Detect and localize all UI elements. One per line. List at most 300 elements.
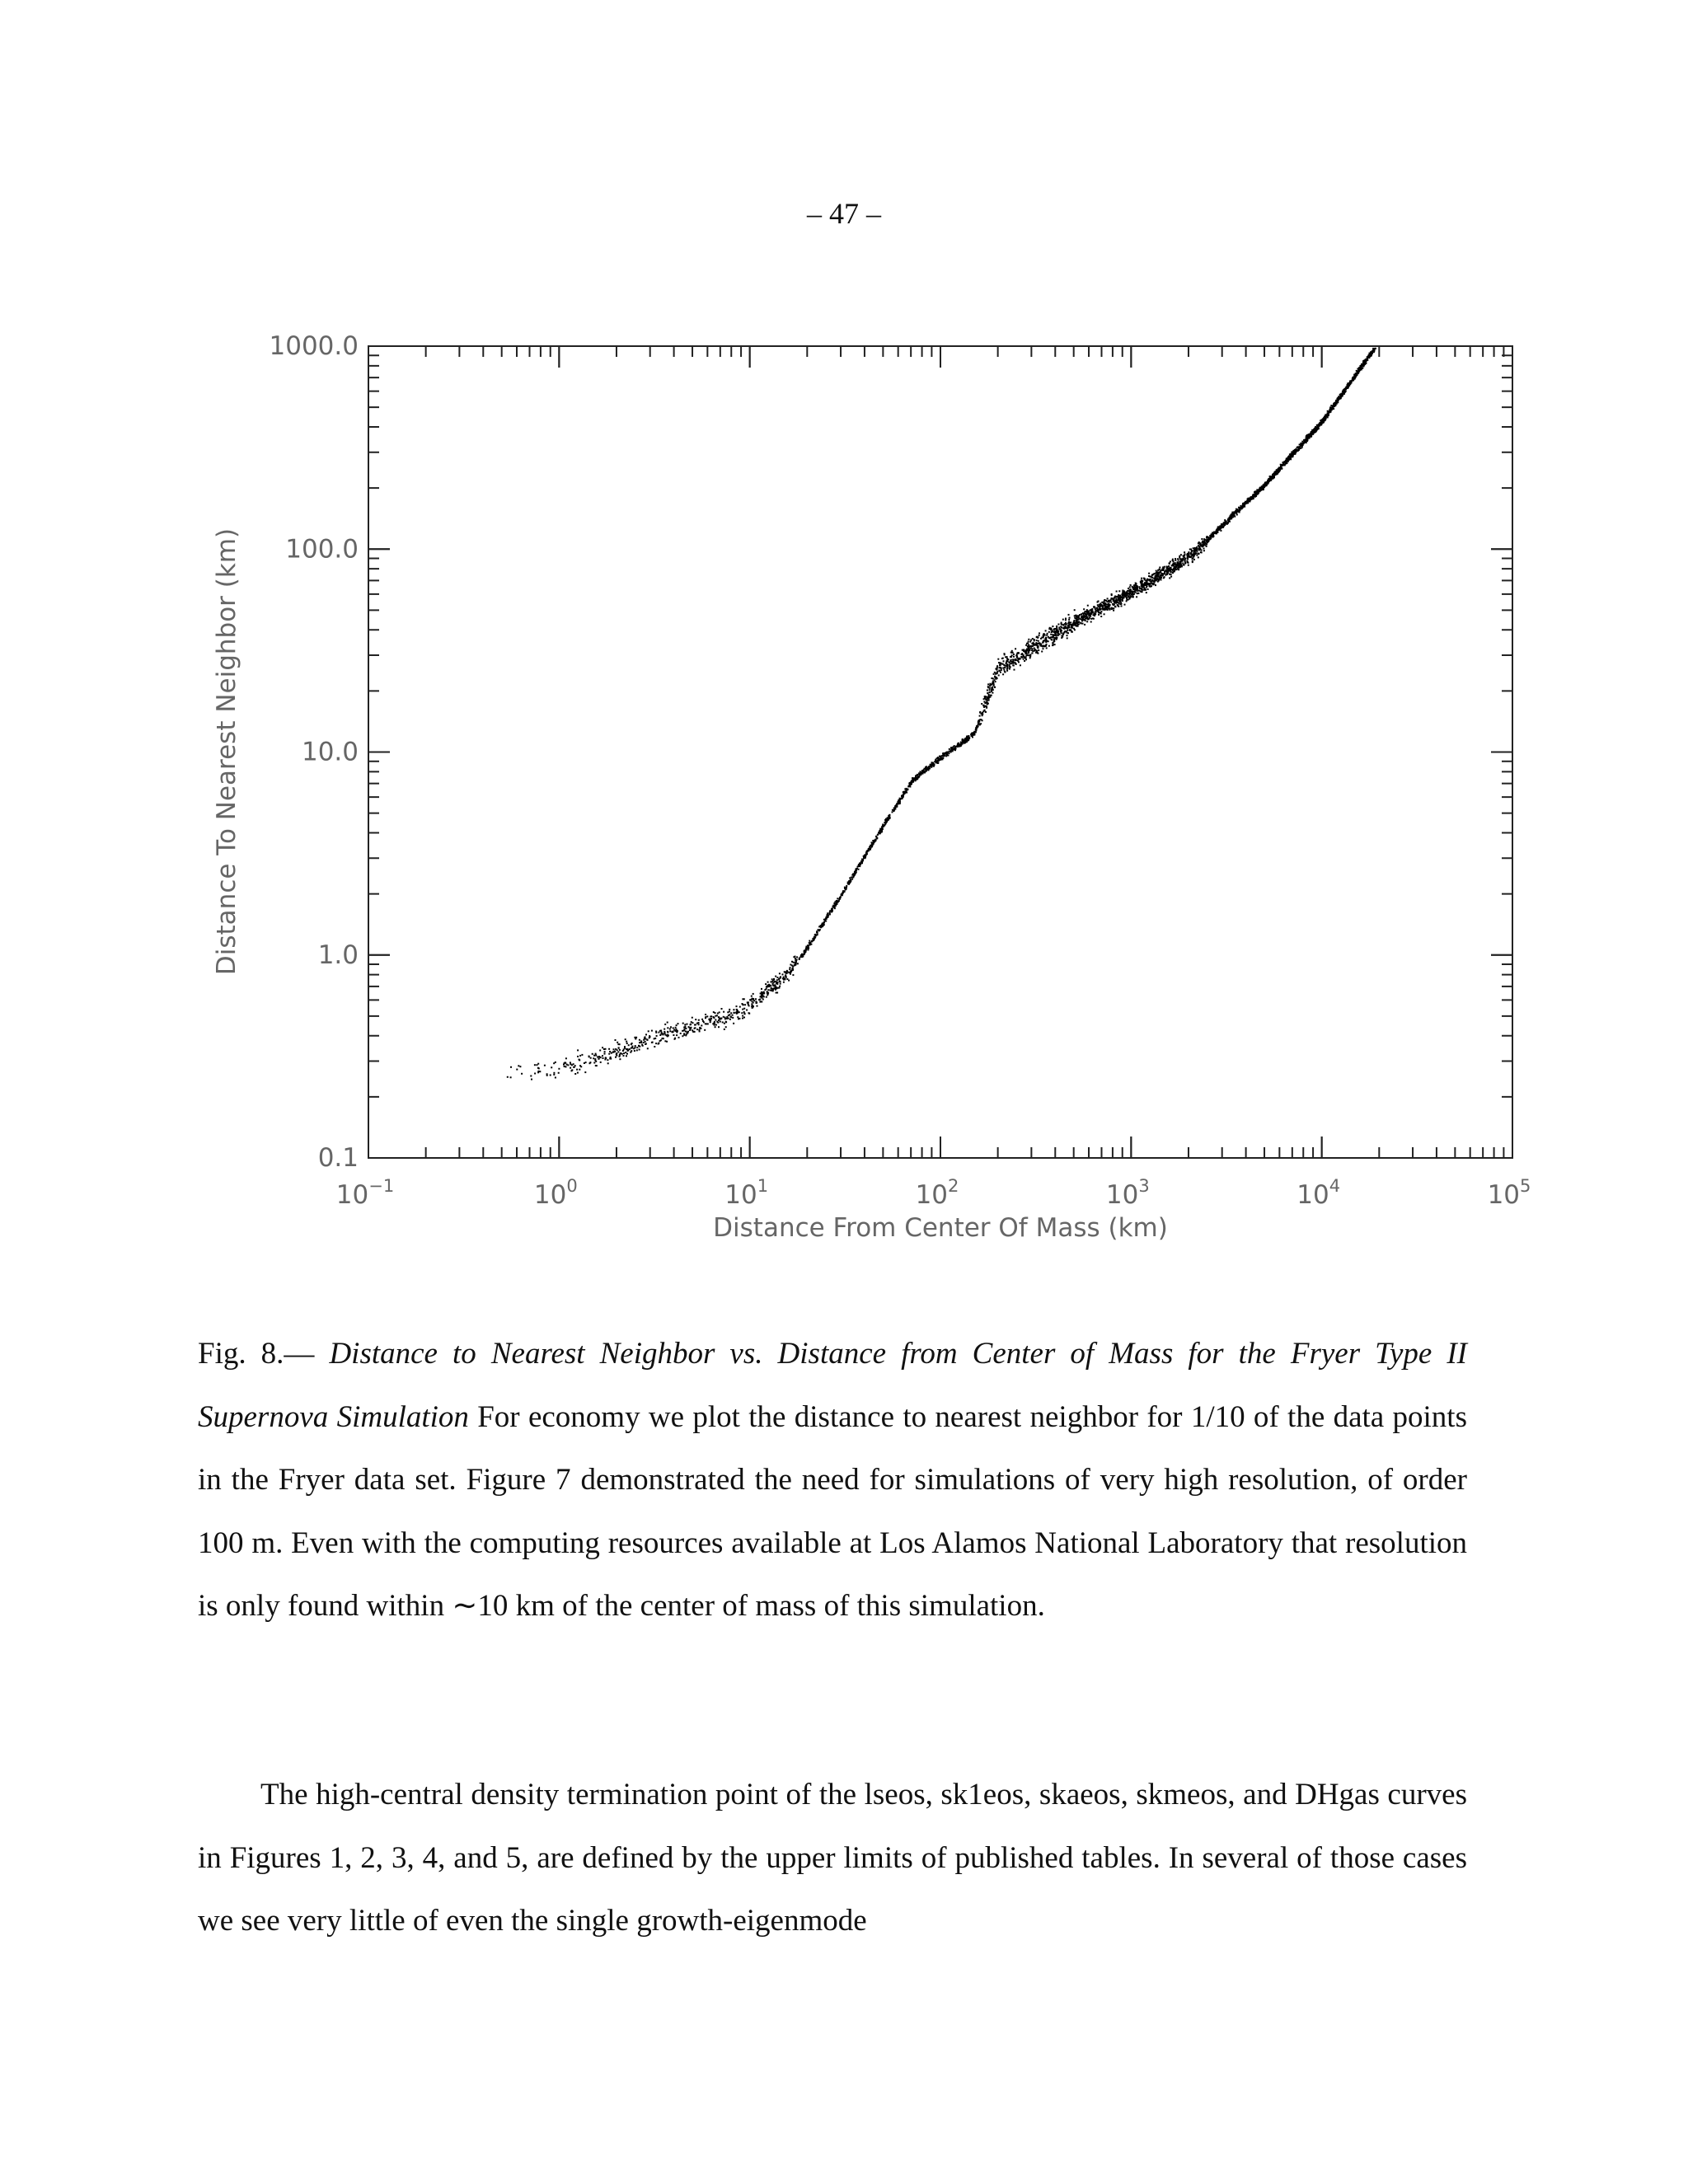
data-point	[1117, 596, 1118, 598]
data-point	[736, 1011, 738, 1013]
data-point	[1020, 664, 1021, 666]
data-point	[744, 1004, 746, 1005]
data-point	[1090, 621, 1092, 623]
data-point	[1000, 668, 1001, 669]
data-point	[824, 919, 826, 921]
data-point	[767, 994, 768, 996]
data-point	[1316, 426, 1318, 428]
data-point	[1118, 600, 1120, 602]
data-point	[930, 765, 931, 766]
data-point	[534, 1064, 536, 1066]
data-point	[710, 1016, 711, 1018]
data-point	[1194, 551, 1196, 552]
data-point	[1155, 584, 1156, 586]
data-point	[958, 744, 959, 746]
data-point	[635, 1045, 636, 1047]
data-point	[658, 1032, 659, 1033]
data-point	[1282, 464, 1284, 466]
data-point	[1059, 634, 1061, 635]
data-point	[1100, 605, 1102, 607]
data-point	[1192, 558, 1193, 560]
data-point	[1190, 556, 1192, 558]
data-point	[709, 1018, 710, 1019]
data-point	[1270, 476, 1272, 477]
data-point	[1184, 562, 1186, 564]
data-point	[960, 744, 962, 746]
data-point	[558, 1072, 560, 1074]
data-point	[1225, 523, 1226, 525]
data-point	[1121, 603, 1123, 605]
data-point	[904, 788, 906, 790]
data-point	[695, 1024, 696, 1025]
data-point	[742, 1018, 743, 1019]
caption-text: For economy we plot the distance to nearest neighbor for 1/10 of the data points in the Fryer data set. Figure 7 demonstrated the need for simulations of very high resolution, of order 100 m. Even with the computing resources available at Los Alamos National Laboratory that resolution is only found within ∼10 km of the center of mass of this simulation.	[198, 1399, 1467, 1623]
data-point	[785, 972, 787, 974]
data-point	[806, 947, 808, 949]
data-point	[1048, 628, 1050, 630]
data-point	[682, 1023, 684, 1024]
data-point	[1050, 634, 1052, 635]
data-point	[1043, 640, 1044, 642]
data-point	[1018, 652, 1020, 654]
data-point	[954, 747, 956, 748]
data-point	[1164, 566, 1165, 568]
data-point	[1020, 654, 1022, 655]
data-point	[1147, 579, 1149, 580]
data-point	[869, 849, 870, 851]
data-point	[1061, 635, 1062, 637]
data-point	[1156, 579, 1157, 580]
data-point	[1220, 530, 1221, 532]
data-point	[717, 1013, 719, 1015]
data-point	[1294, 452, 1296, 453]
data-point	[718, 1026, 720, 1028]
data-point	[846, 885, 847, 887]
y-axis-label: Distance To Nearest Neighbor (km)	[212, 527, 241, 976]
data-point	[1081, 616, 1082, 618]
body-paragraph: The high-central density termination point of the lseos, sk1eos, skaeos, skmeos, and DHgas curves in Figures 1, 2, 3, 4, and 5, are defined by the upper limits of published tables. In several of those cases we see very little of even the single growth-eigenmode	[198, 1778, 1467, 1938]
data-point	[676, 1034, 678, 1036]
data-point	[1083, 608, 1085, 610]
data-point	[998, 674, 1000, 676]
data-point	[911, 780, 912, 782]
data-point	[1067, 632, 1068, 634]
data-point	[1325, 417, 1327, 419]
data-point	[1052, 634, 1053, 635]
data-point	[1038, 649, 1039, 651]
data-point	[723, 1011, 724, 1013]
data-point	[1041, 651, 1043, 653]
data-point	[573, 1063, 574, 1065]
data-point	[1099, 604, 1100, 606]
data-point	[1091, 608, 1093, 610]
data-point	[1069, 630, 1071, 631]
data-point	[996, 673, 998, 674]
data-point	[1095, 613, 1096, 615]
data-point	[809, 944, 811, 945]
data-point	[690, 1027, 692, 1029]
data-point	[1074, 617, 1076, 619]
data-point	[1034, 649, 1035, 651]
data-point	[1242, 503, 1244, 504]
data-point	[600, 1062, 602, 1063]
data-point	[590, 1057, 592, 1059]
data-point	[579, 1055, 581, 1057]
data-point	[1117, 602, 1118, 603]
data-point	[742, 1009, 743, 1010]
data-point	[1022, 649, 1024, 651]
data-point	[1268, 478, 1270, 480]
data-point	[903, 794, 904, 795]
data-point	[1184, 554, 1186, 555]
data-point	[1068, 624, 1070, 626]
data-point	[715, 1024, 717, 1026]
data-point	[1180, 562, 1182, 564]
data-point	[767, 989, 769, 991]
data-point	[676, 1029, 678, 1030]
data-point	[1264, 485, 1265, 487]
data-point	[1060, 631, 1062, 633]
data-point	[945, 752, 947, 754]
data-point	[597, 1057, 598, 1058]
data-point	[755, 998, 757, 1000]
data-point	[1125, 593, 1127, 594]
data-point	[774, 981, 776, 982]
data-point	[1020, 658, 1021, 659]
data-point	[725, 1021, 727, 1023]
data-point	[553, 1074, 555, 1076]
y-tick-label: 1.0	[317, 940, 359, 970]
data-point	[1141, 583, 1142, 585]
data-point	[1168, 565, 1170, 567]
data-point	[886, 819, 888, 821]
data-point	[1257, 490, 1259, 492]
data-point	[1074, 609, 1076, 611]
data-point	[622, 1050, 624, 1052]
data-point	[1196, 546, 1198, 548]
data-point	[1002, 668, 1004, 669]
data-point	[1180, 558, 1182, 560]
data-point	[967, 737, 968, 738]
data-point	[1051, 639, 1053, 640]
data-point	[1137, 589, 1138, 591]
data-point	[771, 978, 773, 980]
data-point	[1065, 630, 1067, 632]
data-point	[1121, 605, 1123, 607]
data-point	[1011, 650, 1013, 652]
data-point	[854, 874, 856, 875]
data-point	[801, 956, 803, 958]
data-point	[683, 1030, 685, 1032]
data-point	[1098, 601, 1100, 602]
data-point	[827, 914, 828, 916]
data-point	[1247, 499, 1249, 501]
data-point	[1002, 663, 1004, 665]
data-point	[695, 1019, 696, 1020]
data-point	[1219, 525, 1221, 527]
data-point	[680, 1033, 682, 1034]
data-point	[1240, 506, 1242, 508]
data-point	[1080, 622, 1081, 624]
data-point	[791, 965, 793, 967]
data-point	[1236, 509, 1238, 511]
data-point	[1018, 661, 1020, 663]
data-point	[1116, 591, 1118, 593]
data-point	[888, 819, 889, 821]
data-point	[851, 877, 852, 879]
data-point	[1339, 394, 1341, 396]
data-point	[860, 862, 861, 864]
data-point	[802, 954, 804, 955]
data-point	[684, 1024, 686, 1025]
data-point	[919, 773, 921, 775]
data-point	[1013, 656, 1015, 658]
data-point	[639, 1049, 640, 1051]
data-point	[923, 771, 925, 773]
data-point	[760, 996, 762, 997]
data-point	[1010, 663, 1012, 664]
figure-caption	[198, 1323, 1467, 1638]
data-point	[1096, 607, 1098, 609]
data-point	[676, 1024, 678, 1026]
data-point	[900, 798, 902, 799]
data-point	[1054, 644, 1056, 645]
data-point	[683, 1034, 685, 1036]
data-point	[1170, 571, 1172, 573]
data-point	[1201, 538, 1203, 540]
data-point	[912, 781, 914, 783]
data-point	[1188, 562, 1189, 564]
data-point	[1031, 649, 1033, 651]
data-point	[889, 817, 890, 818]
data-point	[879, 832, 881, 834]
data-point	[1312, 431, 1314, 433]
data-point	[1043, 635, 1044, 637]
data-point	[1078, 616, 1080, 618]
data-point	[615, 1039, 617, 1041]
data-point	[1198, 542, 1199, 544]
data-point	[979, 724, 981, 725]
data-point	[638, 1045, 640, 1047]
data-point	[898, 802, 899, 804]
data-point	[996, 677, 997, 678]
data-point	[875, 836, 877, 837]
data-point	[1174, 570, 1175, 572]
data-point	[1039, 632, 1040, 634]
data-point	[923, 769, 925, 771]
data-point	[1122, 599, 1123, 601]
data-point	[673, 1034, 674, 1036]
data-point	[1092, 617, 1094, 619]
data-point	[767, 992, 769, 994]
data-point	[1016, 657, 1018, 658]
data-point	[1189, 556, 1190, 558]
data-point	[519, 1066, 521, 1067]
data-point	[1362, 368, 1363, 369]
data-point	[964, 743, 965, 744]
data-point	[970, 733, 972, 735]
data-point	[1330, 405, 1332, 406]
data-point	[553, 1072, 555, 1074]
data-point	[1128, 596, 1129, 598]
data-point	[766, 988, 767, 990]
data-point	[1015, 655, 1017, 657]
data-point	[921, 770, 923, 771]
data-point	[656, 1035, 658, 1037]
data-point	[1142, 591, 1143, 593]
data-point	[987, 686, 989, 687]
data-point	[1287, 458, 1288, 460]
data-point	[1053, 629, 1055, 630]
data-point	[595, 1053, 597, 1055]
data-point	[988, 700, 990, 701]
data-point	[667, 1031, 668, 1033]
data-point	[718, 1019, 720, 1021]
data-point	[565, 1066, 567, 1067]
data-point	[733, 1023, 734, 1024]
data-point	[1187, 558, 1189, 560]
data-point	[1161, 575, 1163, 577]
data-point	[1086, 612, 1088, 614]
data-point	[698, 1022, 700, 1024]
data-point	[1039, 635, 1040, 636]
data-point	[1005, 656, 1006, 658]
data-point	[645, 1033, 647, 1035]
data-point	[1251, 496, 1253, 498]
data-point	[1062, 627, 1064, 629]
data-point	[865, 856, 866, 858]
data-point	[634, 1050, 635, 1052]
data-point	[571, 1069, 573, 1071]
data-point	[1035, 643, 1037, 644]
data-point	[972, 736, 973, 738]
data-point	[775, 989, 776, 991]
data-point	[1184, 560, 1186, 562]
data-point	[619, 1049, 621, 1051]
data-point	[903, 791, 905, 793]
data-point	[1100, 616, 1102, 617]
data-point	[1112, 607, 1114, 609]
data-point	[663, 1029, 665, 1030]
data-point	[778, 987, 780, 989]
data-point	[1179, 557, 1180, 559]
data-point	[1055, 634, 1057, 635]
data-point	[1306, 436, 1308, 438]
plot-frame	[368, 346, 1512, 1158]
data-point	[1166, 572, 1168, 574]
data-point	[1136, 588, 1137, 589]
data-point	[1126, 600, 1128, 602]
data-point	[1297, 449, 1299, 451]
data-point	[1153, 580, 1155, 582]
data-point	[521, 1073, 523, 1075]
data-point	[1176, 565, 1178, 566]
data-point	[608, 1048, 610, 1050]
data-point	[844, 888, 846, 889]
data-point	[775, 987, 776, 989]
data-point	[996, 671, 998, 673]
data-point	[1225, 520, 1226, 522]
data-point	[841, 894, 842, 896]
data-point	[531, 1079, 532, 1080]
data-point	[635, 1038, 636, 1040]
data-point	[1048, 637, 1050, 639]
data-point	[655, 1043, 657, 1044]
data-point	[790, 972, 791, 974]
data-point	[812, 938, 814, 940]
data-point	[534, 1073, 536, 1075]
data-point	[829, 912, 831, 913]
data-point	[1166, 566, 1168, 568]
data-point	[682, 1035, 683, 1037]
data-point	[947, 755, 949, 757]
data-point	[1148, 584, 1150, 586]
data-point	[776, 977, 778, 978]
data-point	[550, 1075, 551, 1076]
data-point	[1267, 483, 1268, 485]
data-point	[1198, 549, 1200, 551]
data-point	[756, 1002, 757, 1004]
data-point	[724, 1023, 725, 1024]
data-point	[1234, 513, 1236, 514]
data-point	[660, 1039, 662, 1041]
data-point	[851, 879, 853, 880]
data-point	[1371, 354, 1372, 355]
data-point	[737, 1016, 738, 1018]
data-point	[598, 1057, 600, 1059]
data-point	[773, 979, 775, 981]
data-point	[762, 999, 764, 1001]
data-point	[987, 701, 988, 702]
data-point	[1142, 585, 1144, 587]
data-point	[617, 1042, 618, 1043]
data-point	[811, 940, 813, 942]
data-point	[1075, 625, 1076, 626]
data-point	[791, 970, 793, 972]
data-point	[783, 977, 785, 978]
data-point	[1157, 581, 1159, 583]
data-point	[730, 1016, 732, 1018]
data-point	[1148, 573, 1150, 574]
data-point	[1028, 639, 1029, 640]
data-point	[1264, 483, 1265, 485]
data-point	[804, 951, 806, 953]
data-point	[1343, 388, 1345, 390]
data-point	[1071, 627, 1072, 629]
data-point	[725, 1026, 727, 1028]
data-point	[795, 956, 796, 958]
data-point	[742, 1015, 743, 1017]
data-point	[748, 1004, 749, 1005]
data-point	[1036, 640, 1038, 641]
data-point	[776, 979, 778, 981]
data-point	[788, 980, 790, 982]
data-point	[991, 691, 992, 692]
data-point	[795, 959, 796, 961]
data-point	[732, 1015, 734, 1016]
data-point	[1053, 643, 1054, 644]
data-point	[1053, 640, 1055, 642]
data-point	[1003, 664, 1005, 666]
data-point	[1095, 610, 1096, 612]
data-point	[1314, 431, 1315, 433]
data-point	[874, 841, 875, 842]
data-point	[1028, 646, 1029, 648]
data-point	[1334, 402, 1335, 404]
data-point	[1015, 663, 1016, 664]
data-point	[1046, 635, 1048, 636]
data-point	[1152, 583, 1154, 585]
